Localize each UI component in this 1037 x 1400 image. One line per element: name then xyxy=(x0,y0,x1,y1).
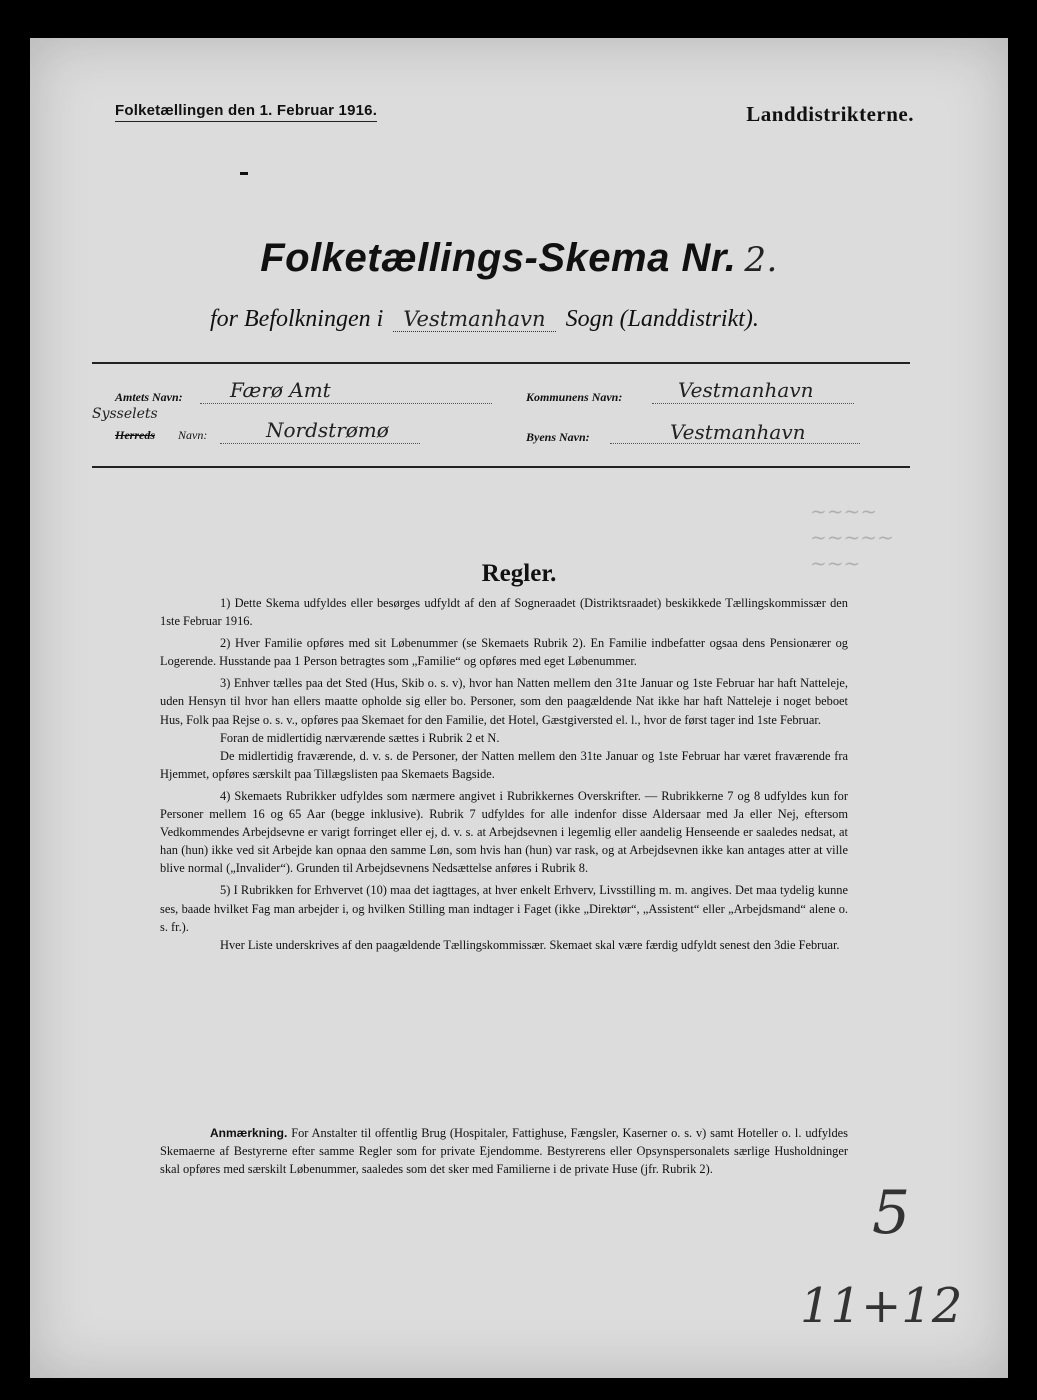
divider-top xyxy=(92,362,910,364)
handwritten-five: 5 xyxy=(872,1178,911,1248)
amt-label: Amtets Navn: xyxy=(115,390,183,404)
byens-label: Byens Navn: xyxy=(526,430,590,444)
ink-dash-mark xyxy=(240,172,248,175)
annotation-label: Anmærkning. xyxy=(210,1126,288,1140)
herred-navn-label: Navn: xyxy=(178,428,208,442)
annotation-note xyxy=(160,1124,848,1178)
byens-value: Vestmanhavn xyxy=(670,420,806,444)
bleed-through-marks: ~~~~ ~~~~~ ~~~ xyxy=(810,499,894,575)
rule-1: 1) Dette Skema udfyldes eller besørges udfyldt af den af Sogneraadet (Distriktsraadet) beskikkede Tællingskommissær den 1ste Februar 1916. xyxy=(160,596,848,629)
rule-5: 5) I Rubrikken for Erhvervet (10) maa det iagttages, at hver enkelt Erhverv, Livsstilling m. m. angives. Det maa tydelig kunne ses, baade hvilket Fag man arbejder i, og hvilken Stilling man indtager i Faget (ikke „Direktør“, „Assistent“ eller „Arbejdsmand“ alene o. s. fr.). xyxy=(160,883,848,934)
handwritten-range: 11+12 xyxy=(800,1278,963,1334)
parish-prefix: for Befolkningen i xyxy=(210,306,384,332)
amt-dotted-line xyxy=(200,402,492,404)
rule-3: 3) Enhver tælles paa det Sted (Hus, Skib o. s. v), hvor han Natten mellem den 31te Januar og 1ste Februar har haft Natteleje, uden Hensyn til hvor han ellers maatte opholde sig eller bo. Personer, som den paagældende Nat ikke har haft Natteleje i noget beboet Hus, Folk paa Rejse o. s. v., opføres paa Skemaet for den Familie, det Hotel, Gæstgiversted el. l., hvor de først tager ind 1ste Februar. xyxy=(160,676,848,727)
kommune-label: Kommunens Navn: xyxy=(526,390,623,404)
sysselets-handwritten: Sysselets xyxy=(92,406,158,422)
rules-heading: Regler. xyxy=(481,560,557,587)
rules-text xyxy=(160,594,848,958)
rule-2: 2) Hver Familie opføres med sit Løbenummer (se Skemaets Rubrik 2). En Familie indbefatter ogsaa dens Pensionærer og Logerende. Husstande paa 1 Person betragtes som „Familie“ og opføres med eget Løbenummer. xyxy=(160,636,848,669)
annotation-text: For Anstalter til offentlig Brug (Hospitaler, Fattighuse, Fængsler, Kaserner o. s. v) samt Hoteller o. l. udfyldes Skemaerne af Bestyrerne efter samme Regler som for private Ejendomme. Bestyrerens eller Opsynspersonalets særlige Husholdninger skal opføres med særskilt Løbenummer, saaledes som det sker med Familierne i de private Huse (jfr. Rubrik 2). xyxy=(160,1126,848,1177)
herred-label-struck: Herreds xyxy=(115,428,155,442)
parish-line xyxy=(210,306,759,333)
rule-3b: Foran de midlertidig nærværende sættes i Rubrik 2 et N. xyxy=(220,730,500,745)
rule-3c: De midlertidig fraværende, d. v. s. de Personer, der Natten mellem den 31te Januar og 1ste Februar har været fraværende fra Hjemmet, opføres særskilt paa Tillægslisten paa Skemaets Bagside. xyxy=(160,748,848,781)
rule-4: 4) Skemaets Rubrikker udfyldes som nærmere angivet i Rubrikkernes Overskrifter. — Rubrikkerne 7 og 8 udfyldes kun for Personer mellem 16 og 65 Aar (begge inklusive). Rubrik 7 udfyldes for alle indenfor disse Aldersaar med Ja eller Nej, eftersom Vedkommendes Arbejdsevne er varigt forringet eller ej, d. v. s. at Arbejdsevnen i legemlig eller aandelig Henseende er saaledes nedsat, at han (hun) ikke ved sit Arbejde kan opnaa den samme Løn, som hvis han (hun) var rask, og at Arbejdsevnen ikke kan antages atter at ville blive normal („Invalider“). Grunden til Arbejdsevnens Nedsættelse anføres i Rubrik 8. xyxy=(160,788,848,876)
form-title xyxy=(30,236,1008,281)
herred-dotted-line xyxy=(220,442,420,444)
amt-value: Færø Amt xyxy=(230,378,331,402)
kommune-value: Vestmanhavn xyxy=(678,378,814,402)
census-date-header: Folketællingen den 1. Februar 1916. xyxy=(115,102,377,122)
district-type-header: Landdistrikterne. xyxy=(746,102,914,126)
herred-value: Nordstrømø xyxy=(266,418,389,442)
kommune-dotted-line xyxy=(652,402,854,404)
rule-5b: Hver Liste underskrives af den paagældende Tællingskommissær. Skemaet skal være færdig udfyldt senest den 3die Februar. xyxy=(220,937,840,952)
form-number: 2. xyxy=(744,240,778,280)
form-title-text: Folketællings-Skema Nr. xyxy=(260,236,737,280)
divider-fields xyxy=(92,466,910,468)
parish-suffix: Sogn (Landdistrikt). xyxy=(565,306,759,332)
parish-name: Vestmanhavn xyxy=(393,307,555,332)
census-form-page xyxy=(30,38,1008,1378)
